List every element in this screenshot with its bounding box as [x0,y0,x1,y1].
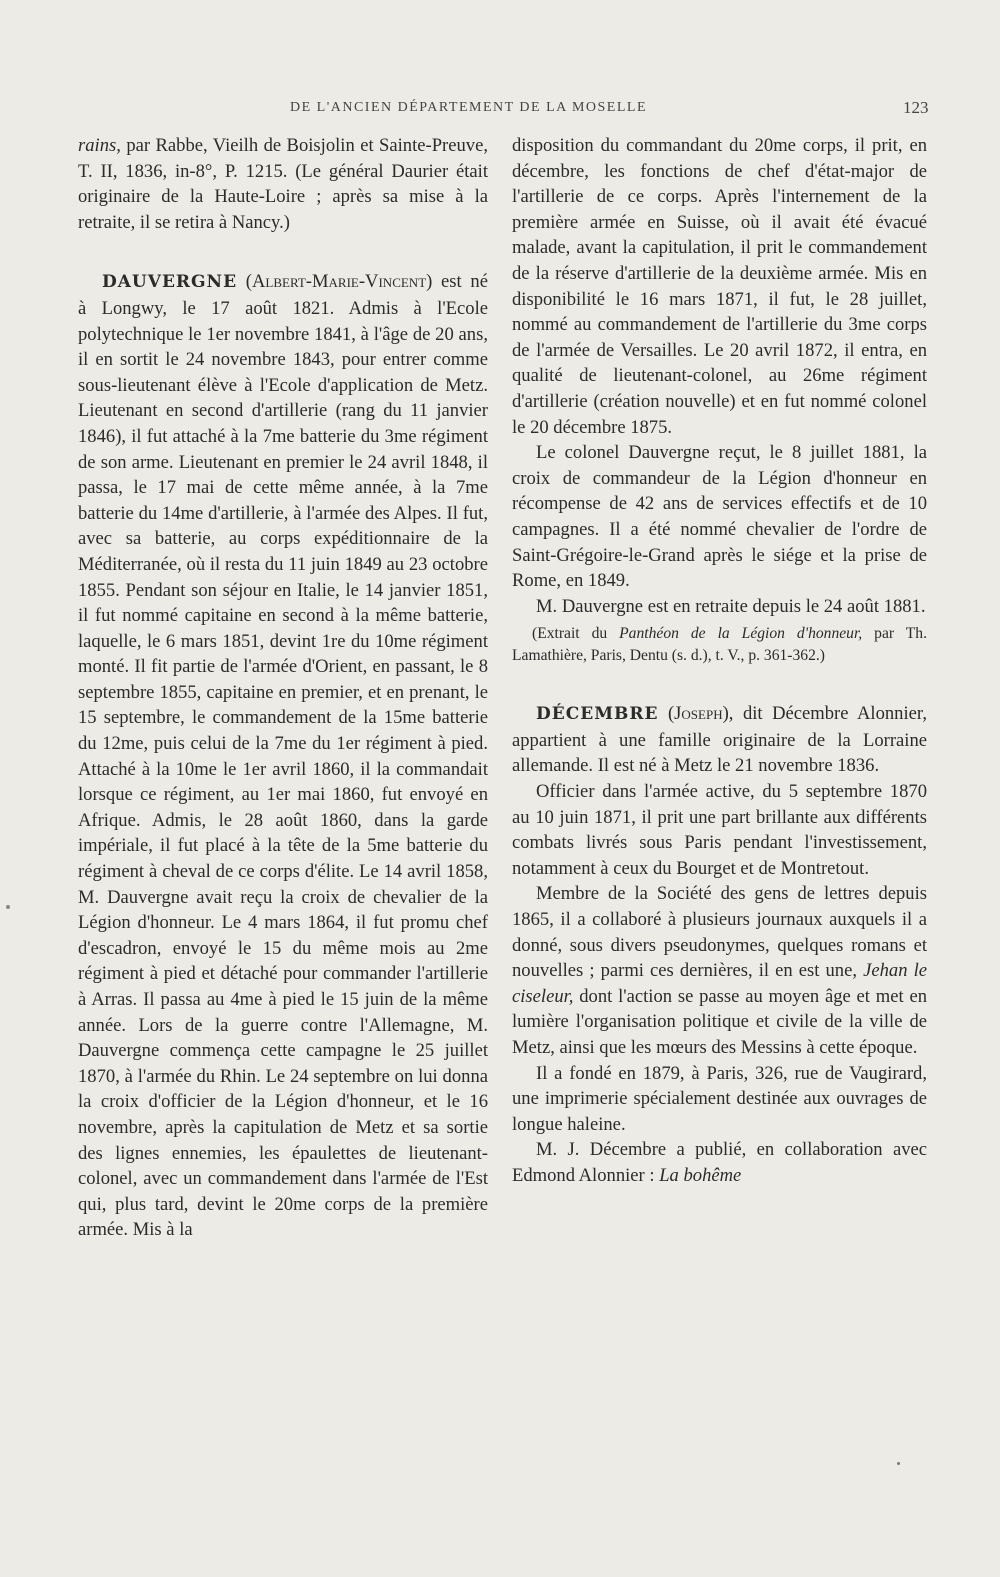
running-header: DE L'ANCIEN DÉPARTEMENT DE LA MOSELLE [290,100,648,115]
left-column [78,133,488,1243]
p7-prefix: M. J. Décembre a publié, en collaboration avec Edmond Alonnier : [512,1139,927,1186]
column-gutter [498,140,499,1440]
work-title: La bohême [659,1164,742,1186]
entry-name-dauvergne: DAUVERGNE [102,272,238,293]
right-column [512,133,927,1189]
ink-speck [897,1462,900,1465]
paragraph [512,1137,927,1188]
entry-decembre [512,701,927,779]
paragraph: Officier dans l'armée active, du 5 septembre 1870 au 10 juin 1871, il prit une part brillante aux différents combats livrés sous Paris pendant l'investissement, notamment à ceux du Bourget et de Montretout. [512,781,927,879]
entry-name-decembre: DÉCEMBRE [536,704,659,725]
paragraph: Il a fondé en 1879, à Paris, 326, rue de Vaugirard, une imprimerie spécialement destinée aux ouvrages de longue haleine. [512,1062,927,1135]
note-suffix: par Th. Lamathière, Paris, Dentu (s. d.), t. V., p. 361-362.) [512,625,927,665]
page-number: 123 [903,98,929,117]
ink-speck [6,905,10,909]
p5-suffix: dont l'action se passe au moyen âge et met en lumière l'organisation politique et civile de la ville de Metz, ainsi que les mœurs des Messins à cette époque. [512,985,927,1058]
entry-dauvergne [78,269,488,1243]
paragraph [512,881,927,1060]
note-prefix: (Extrait du [532,625,620,643]
note-title: Panthéon de la Légion d'honneur, [619,625,863,643]
continuation-paragraph [78,133,488,235]
continuation-text: par Rabbe, Vieilh de Boisjolin et Sainte-Preuve, T. II, 1836, in-8°, P. 1215. (Le général Daurier était originaire de la Haute-Loire ; après sa mise à la retraite, il se retira à Nancy.) [78,135,488,233]
source-note [512,623,927,667]
paragraph: Le colonel Dauvergne reçut, le 8 juillet 1881, la croix de commandeur de la Légion d'honneur en récompense de 42 ans de services effectifs et de 10 campagnes. Il a été nommé chevalier de l'ordre de Saint-Grégoire-le-Grand après le siége et la prise de Rome, en 1849. [512,442,927,592]
paragraph: disposition du commandant du 20me corps, il prit, en décembre, les fonctions de chef d'état-major de l'artillerie de ce corps. Après l'internement de la première armée en Suisse, où il avait été évacué malade, avant la capitulation, il prit le commandement de la réserve d'artillerie de la deuxième armée. Mis en disponibilité le 16 mars 1871, il fut, le 28 juillet, nommé au commandement de l'artillerie du 3me corps de l'armée de Versailles. Le 20 avril 1872, il entra, en qualité de lieutenant-colonel, au 26me régiment d'artillerie (création nouvelle) et en fut nommé colonel le 20 décembre 1875. [512,135,927,438]
entry-given-decembre: (Joseph) [667,703,729,725]
paragraph: M. Dauvergne est en retraite depuis le 24 août 1881. [536,595,926,617]
entry-text-dauvergne: est né à Longwy, le 17 août 1821. Admis à l'Ecole polytechnique le 1er novembre 1841, à l'âge de 20 ans, il en sortit le 24 novembre 1843, pour entrer comme sous-lieutenant élève à l'Ecole d'application de Metz. Lieutenant en second d'artillerie (rang du 11 janvier 1846), il fut attaché à la 7me batterie du 3me régiment de son arme. Lieutenant en premier le 24 avril 1848, il passa, le 17 mai de cette même année, à la 7me batterie du 14me d'artillerie, à l'armée des Alpes. Il fut, avec sa batterie, au corps expéditionnaire de la Méditerranée, où il resta du 11 juin 1849 au 23 octobre 1855. Pendant son séjour en Italie, le 14 janvier 1851, il fut nommé capitaine en second à la même batterie, laquelle, le 6 mars 1851, devint 1re du 10me régiment monté. Il fit partie de l'armée d'Orient, en passant, le 8 septembre 1855, capitaine en premier, et en prenant, le 15 septembre, le commandement de la 15me batterie du 12me, puis celui de la 7me du 1er régiment à pied. Attaché à la 10me le 1er avril 1860, il la commandait lorsque ce régiment, au 1er mai 1860, fut envoyé en Afrique. Admis, le 28 août 1860, dans la garde impériale, il fut placé à la tête de la 5me batterie du régiment à cheval de ce corps d'élite. Le 14 avril 1858, M. Dauvergne avait reçu la croix de chevalier de la Légion d'honneur. Le 4 mars 1864, il fut promu chef d'escadron, envoyé le 15 du même mois au 2me régiment à pied et détaché pour commander l'artillerie à Arras. Il passa au 4me à pied le 15 juin de la même année. Lors de la guerre contre l'Allemagne, M. Dauvergne commença cette campagne le 25 juillet 1870, à l'armée du Rhin. Le 24 septembre on lui donna la croix d'officier de la Légion d'honneur, et le 16 novembre, après la capitulation de Metz et sa sortie des lignes ennemies, les épaulettes de lieutenant-colonel, avec un commandement dans l'armée de l'Est qui, plus tard, devint le 20me corps de la première armée. Mis à la [78,271,488,1241]
continuation-italic: rains, [78,135,121,156]
entry-text-decembre: , dit Décembre Alonnier, appartient à une famille originaire de la Lorraine allemande. Il est né à Metz le 21 novembre 1836. [512,703,927,777]
p5-prefix: Membre de la Société des gens de lettres depuis 1865, il a collaboré à plusieurs journaux auxquels il a donné, sous divers pseudonymes, quelques romans et nouvelles ; parmi ces dernières, il en est une, [512,883,927,982]
work-title: Jehan le ciseleur, [512,960,927,1007]
entry-given-names: (Albert-Marie-Vincent) [245,271,433,293]
